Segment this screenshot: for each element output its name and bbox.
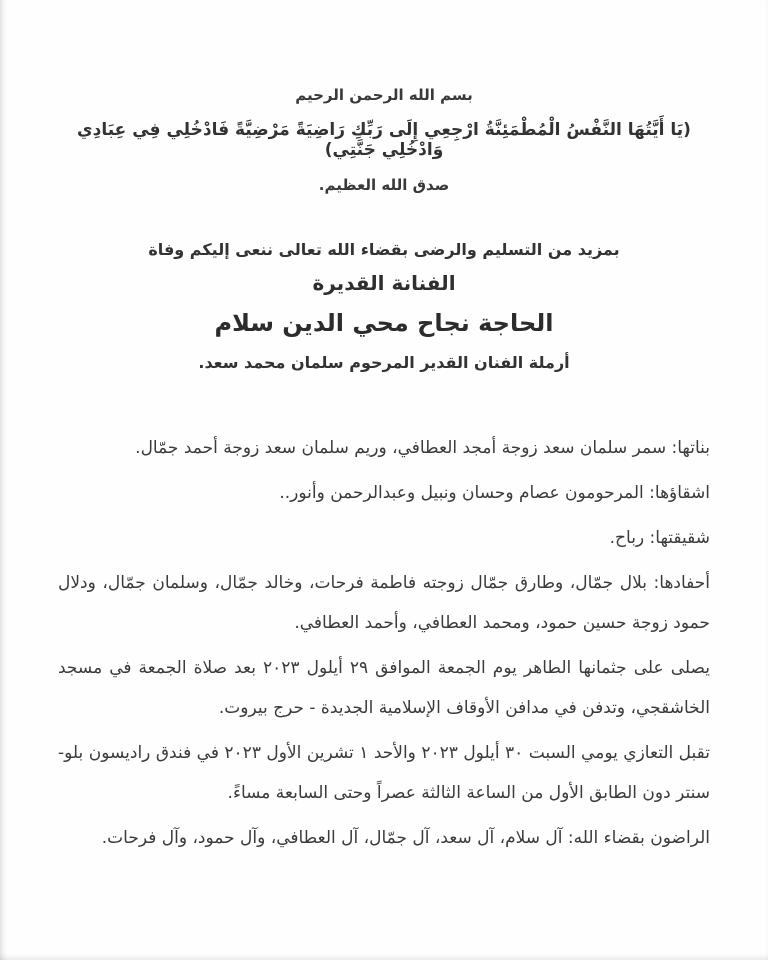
deceased-name: الحاجة نجاح محي الدين سلام: [214, 309, 554, 337]
paragraph-families: الراضون بقضاء الله: آل سلام، آل سعد، آل جمّال، آل العطافي، وآل حمود، وآل فرحات.: [101, 828, 710, 848]
deceased-title: الفنانة القديرة: [312, 271, 456, 295]
paragraph-brothers: اشقاؤها: المرحومون عصام وحسان ونبيل وعبدالرحمن وأنور..: [279, 483, 710, 503]
obituary-body: [58, 428, 710, 858]
deceased-subtitle: أرملة الفنان القدير المرحوم سلمان محمد سعد.: [198, 353, 570, 372]
sadaqa-text: صدق الله العظيم.: [318, 176, 450, 194]
paragraph-daughters: بناتها: سمر سلمان سعد زوجة أمجد العطافي، وريم سلمان سعد زوجة أحمد جمّال.: [135, 438, 710, 458]
announcement-block: [58, 240, 710, 372]
paragraph-condolences: تقبل التعازي يومي السبت ٣٠ أيلول ٢٠٢٣ والأحد ١ تشرين الأول ٢٠٢٣ في فندق راديسون بلو- سنتر دون الطابق الأول من الساعة الثالثة عصراً وحتى السابعة مساءً.: [58, 743, 711, 803]
basmala-text: بسم الله الرحمن الرحيم: [295, 86, 473, 104]
paragraph-sister: شقيقتها: رباح.: [609, 528, 710, 548]
paragraph-funeral-prayer: يصلى على جثمانها الطاهر يوم الجمعة الموافق ٢٩ أيلول ٢٠٢٣ بعد صلاة الجمعة في مسجد الخاشقجي، وتدفن في مدافن الأوقاف الإسلامية الجديدة - حرج بيروت.: [58, 658, 710, 718]
paragraph-grandchildren: أحفادها: بلال جمّال، وطارق جمّال زوجته فاطمة فرحات، وخالد جمّال، وسلمان جمّال، ودلال حمود زوجة حسين حمود، ومحمد العطافي، وأحمد العطافي.: [58, 573, 710, 633]
quran-verse-text: (يَا أَيَّتُهَا النَّفْسُ الْمُطْمَئِنَّةُ ارْجِعِي إِلَى رَبِّكِ رَاضِيَةً مَرْضِيَّةً فَادْخُلِي فِي عِبَادِي وَادْخُلِي جَنَّتِي): [77, 120, 691, 160]
announcement-intro: بمزيد من التسليم والرضى بقضاء الله تعالى ننعى إليكم وفاة: [148, 240, 620, 259]
religious-header: [58, 86, 710, 194]
